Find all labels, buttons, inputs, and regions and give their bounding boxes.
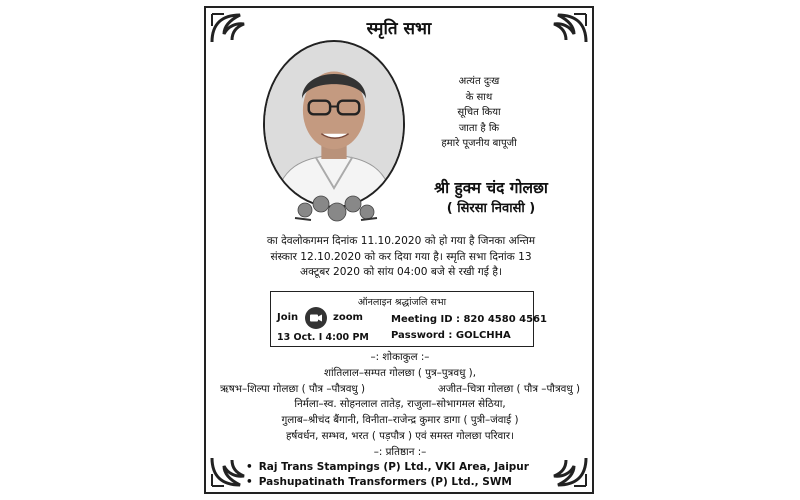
announcement-paragraph (226, 234, 576, 281)
mourners-line: हर्षवर्धन, सम्भव, भरत ( पड़पौत्र ) एवं समस्त गोलछा परिवार। (285, 429, 515, 442)
mourners-section (212, 350, 588, 461)
intro-line: हमारे पूजनीय बापूजी (441, 138, 517, 149)
obituary-card (204, 6, 594, 494)
video-camera-icon (305, 307, 327, 329)
establishments-list (246, 460, 546, 490)
mourners-entry: अजीत–चित्रा गोलछा ( पौत्र –पौत्रवधु ) (437, 382, 580, 395)
mourners-entry: ऋषभ–शिल्पा गोलछा ( पौत्र –पौत्रवधु ) (220, 382, 366, 395)
establishment-name: Pashupatinath Transformers (P) Ltd., SWM (258, 476, 512, 488)
paragraph-line: अक्टूबर 2020 को सांय 04:00 बजे से रखी गई है। (300, 266, 502, 278)
online-meeting-title: ऑनलाइन श्रद्धांजलि सभा (357, 297, 447, 308)
online-meeting-box (270, 291, 547, 347)
establishments-heading: –: प्रतिष्ठान :– (373, 445, 427, 458)
portrait-photo (261, 40, 409, 218)
intro-line: सूचित किया (457, 107, 501, 118)
meeting-id: Meeting ID : 820 4580 4561 (391, 314, 547, 325)
paragraph-line: का देवलोकगमन दिनांक 11.10.2020 को हो गया है जिनका अन्तिम (266, 235, 536, 247)
mourners-line-grandsons (212, 382, 588, 398)
portrait-image (265, 42, 403, 206)
mourners-line: गुलाब–श्रीचंद बैंगानी, विनीता–राजेन्द्र कुमार डागा ( पुत्री–जंवाई ) (281, 414, 519, 427)
flower-decoration (291, 190, 381, 226)
mourners-line: शांतिलाल–सम्पत गोलछा ( पुत्र–पुत्रवधु ), (324, 366, 476, 379)
establishment-item (246, 475, 546, 490)
page-title: स्मृति सभा (366, 19, 432, 39)
establishment-item (246, 460, 546, 475)
bullet-icon: • (246, 461, 253, 473)
deceased-name: श्री हुक्म चंद गोलछा (434, 179, 548, 197)
corner-ornament-bottom-right (546, 456, 588, 488)
portrait-frame (263, 40, 405, 208)
paragraph-line: संस्कार 12.10.2020 को कर दिया गया है। स्मृति सभा दिनांक 13 (270, 250, 532, 263)
intro-line: अत्यंत दुःख (458, 76, 500, 87)
mourners-line: निर्मला–स्व. सोहनलाल तातेड़, राजुला–सोभागमल सेठिया, (294, 398, 506, 411)
establishment-name: Raj Trans Stampings (P) Ltd., VKI Area, Jaipur (258, 461, 529, 473)
intro-line: जाता है कि (458, 122, 500, 134)
intro-line: के साथ (465, 91, 493, 103)
meeting-password: Password : GOLCHHA (391, 330, 511, 341)
mourners-heading: –: शोकाकुल :– (370, 351, 430, 363)
bullet-icon: • (246, 476, 253, 488)
meeting-time: 13 Oct. I 4:00 PM (277, 332, 369, 343)
intro-text (424, 74, 534, 152)
native-place: ( सिरसा निवासी ) (446, 201, 536, 216)
zoom-label: zoom (333, 312, 363, 323)
join-label: Join (277, 312, 299, 323)
